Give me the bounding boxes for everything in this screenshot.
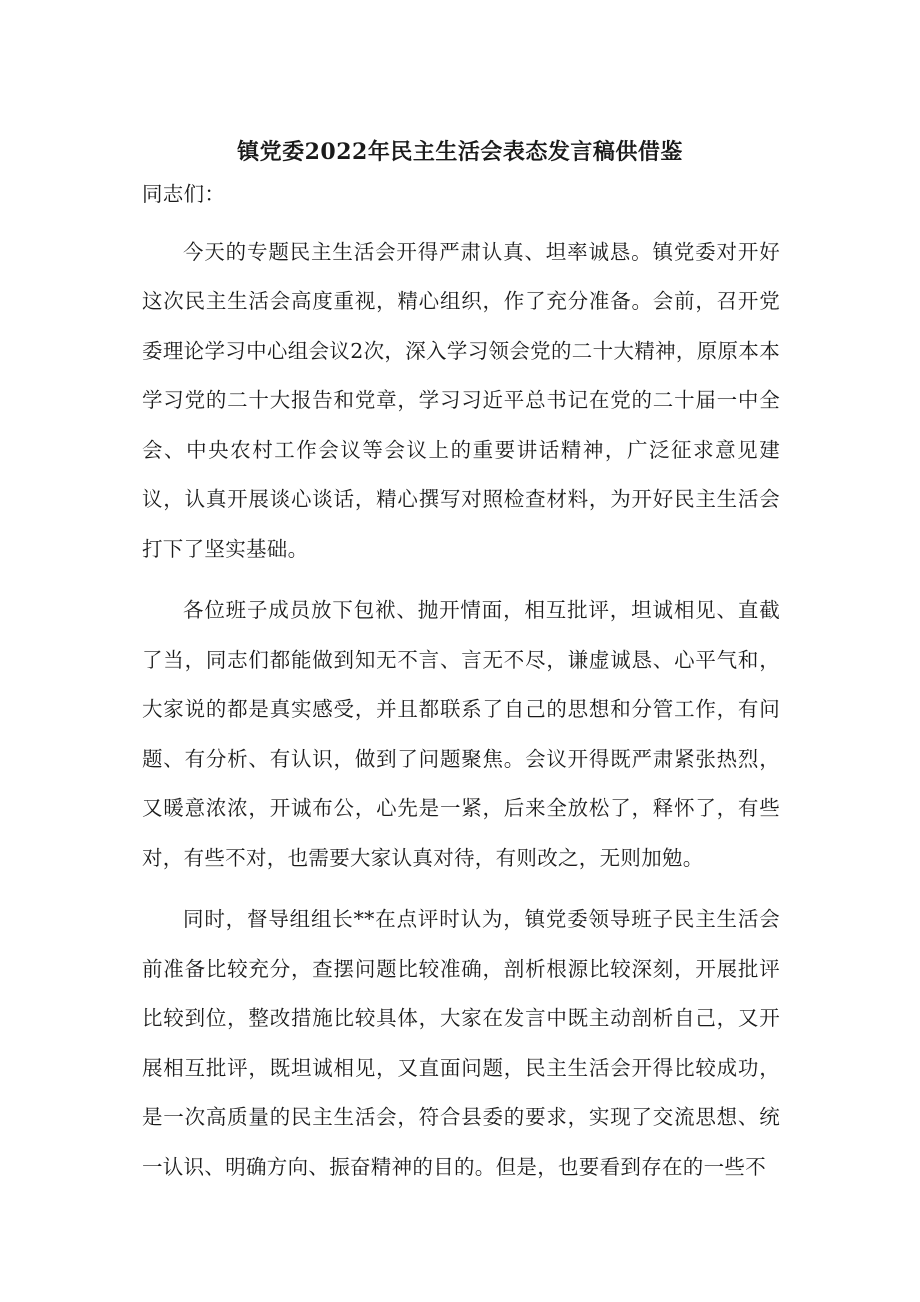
paragraph-2: 各位班子成员放下包袱、抛开情面，相互批评，坦诚相见、直截了当，同志们都能做到知无不言、言无不尽，谦虚诚恳、心平气和，大家说的都是真实感受，并且都联系了自己的思想和分管工作，有问题、有分析、有认识，做到了问题聚焦。会议开得既严肃紧张热烈，又暖意浓浓，开诚布公，心先是一紧，后来全放松了，释怀了，有些对，有些不对，也需要大家认真对待，有则改之，无则加勉。 [142,598,780,870]
paragraph-1: 今天的专题民主生活会开得严肃认真、坦率诚恳。镇党委对开好这次民主生活会高度重视，精心组织，作了充分准备。会前，召开党委理论学习中心组会议2次，深入学习领会党的二十大精神，原原本本学习党的二十大报告和党章，学习习近平总书记在党的二十届一中全会、中央农村工作会议等会议上的重要讲话精神，广泛征求意见建议，认真开展谈心谈话，精心撰写对照检查材料，为开好民主生活会打下了坚实基础。 [142,239,780,561]
document-body [142,170,780,1204]
document-title: 镇党委2022年民主生活会表态发言稿供借鉴 [237,139,683,165]
paragraph-3: 同时，督导组组长**在点评时认为，镇党委领导班子民主生活会前准备比较充分，查摆问题比较准确，剖析根源比较深刻，开展批评比较到位，整改措施比较具体，大家在发言中既主动剖析自己，又开展相互批评，既坦诚相见，又直面问题，民主生活会开得比较成功，是一次高质量的民主生活会，符合县委的要求，实现了交流思想、统一认识、明确方向、振奋精神的目的。但是，也要看到存在的一些不 [142,907,780,1179]
salutation: 同志们： [142,182,226,206]
